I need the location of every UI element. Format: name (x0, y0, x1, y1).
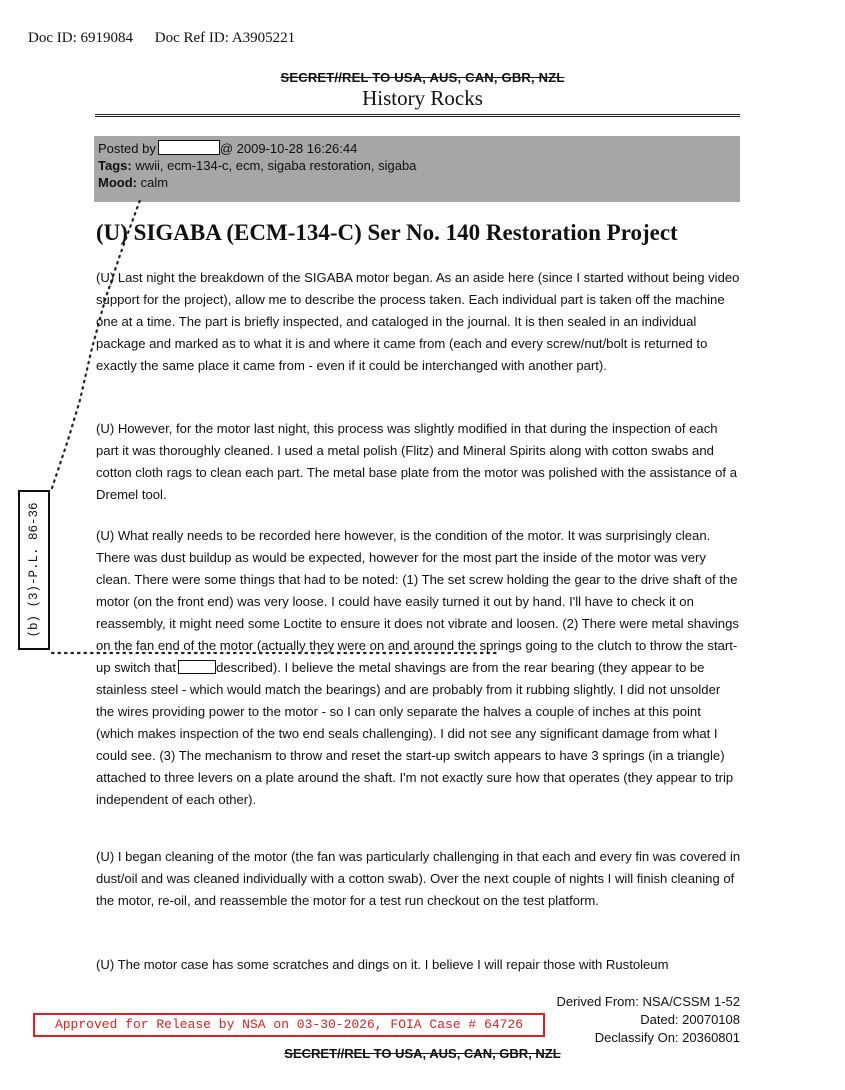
redaction-box-inline (178, 660, 216, 674)
doc-ref-id: Doc Ref ID: A3905221 (154, 30, 296, 46)
paragraph-3-part-b: described). I believe the metal shavings are from the rear bearing (they appear to be stainless steel - which would match the bearings) and are probably from it rubbing slightly. I did not unsolder the wires providing power to the motor - so I can only separate the halves a couple of inches at this point (which makes inspection of the two end seals challenging). I did not see any significant damage from what I could see. (3) The mechanism to throw and reset the start-up switch appears to have 3 springs (in a triangle) attached to three levers on a plate around the shaft. I'm not exactly sure how that operates (they appear to trip independent of each other). (96, 660, 734, 807)
paragraph-3 (96, 525, 741, 811)
blog-title: History Rocks (362, 86, 483, 110)
derived-from: Derived From: NSA/CSSM 1-52 (556, 994, 740, 1009)
mood-value: calm (140, 175, 169, 190)
tags-label: Tags: (98, 158, 132, 173)
foia-exemption-box (18, 490, 50, 650)
paragraph-5: (U) The motor case has some scratches and dings on it. I believe I will repair those with Rustoleum (96, 957, 669, 972)
doc-id: Doc ID: 6919084 (28, 30, 133, 46)
release-approval-stamp: Approved for Release by NSA on 03-30-2026, FOIA Case # 64726 (33, 1013, 545, 1037)
classification-banner-top: SECRET//REL TO USA, AUS, CAN, GBR, NZL (280, 70, 565, 85)
redaction-box (158, 140, 220, 155)
paragraph-2: (U) However, for the motor last night, this process was slightly modified in that during the inspection of each part it was thoroughly cleaned. I used a metal polish (Flitz) and Mineral Spirits along with cotton swabs and cotton cloth rags to clean each part. The metal base plate from the motor was polished with the assistance of a Dremel tool. (96, 421, 737, 502)
post-timestamp: @ 2009-10-28 16:26:44 (219, 141, 358, 156)
paragraph-3-part-a: (U) What really needs to be recorded here however, is the condition of the motor. It was surprisingly clean. There was dust buildup as would be expected, however for the most part the inside of the motor was very clean. There were some things that had to be noted: (1) The set screw holding the gear to the drive shaft of the motor (on the front end) was very loose. I could have easily turned it out by hand. I'll have to check it on reassembly, it might need some Loctite to ensure it does not vibrate and loosen. (2) There were metal shavings on the fan end of the motor (actually they were on and around the springs going to the clutch to throw the start-up switch that (96, 528, 739, 675)
paragraph-4: (U) I began cleaning of the motor (the fan was particularly challenging in that each and every fin was covered in dust/oil and was cleaned individually with a cotton swab). Over the next couple of nights I will finish cleaning of the motor, re-oil, and reassemble the motor for a test run checkout on the test platform. (96, 849, 741, 908)
classification-banner-bottom: SECRET//REL TO USA, AUS, CAN, GBR, NZL (284, 1046, 561, 1061)
post-title: (U) SIGABA (ECM-134-C) Ser No. 140 Restoration Project (96, 220, 678, 245)
classification-authority-block (557, 993, 741, 1047)
posted-by-line (98, 140, 736, 157)
declassify-on: Declassify On: 20360801 (594, 1030, 740, 1045)
mood-label: Mood: (98, 175, 137, 190)
posted-by-label: Posted by (98, 141, 156, 156)
document-id-header (28, 30, 313, 47)
tags-line (98, 157, 736, 174)
dated: Dated: 20070108 (640, 1012, 740, 1027)
post-metadata (94, 136, 740, 202)
mood-line (98, 174, 736, 191)
tags-value: wwii, ecm-134-c, ecm, sigaba restoration, sigaba (135, 158, 417, 173)
paragraph-1: (U) Last night the breakdown of the SIGABA motor began. As an aside here (since I started without being video support for the project), allow me to describe the process taken. Each individual part is taken off the machine one at a time. The part is briefly inspected, and cataloged in the journal. It is then sealed in an individual package and marked as to what it is and where it came from (each and every screw/nut/bolt is returned to exactly the same place it came from - even if it could be interchanged with another part). (96, 270, 740, 373)
foia-exemption-label: (b) (3)-P.L. 86-36 (27, 502, 41, 638)
header-divider (95, 114, 740, 118)
